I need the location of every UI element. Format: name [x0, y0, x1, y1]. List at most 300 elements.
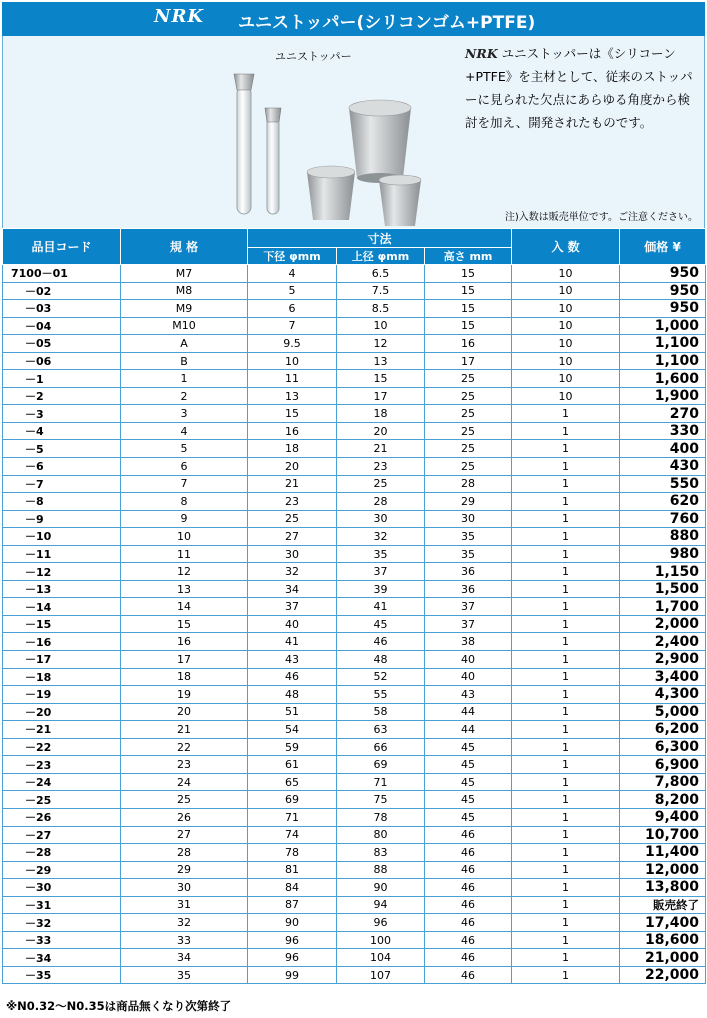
height-cell: 25: [425, 405, 512, 423]
lower-diameter-cell: 15: [248, 405, 337, 423]
spec-cell: 15: [121, 615, 248, 633]
upper-diameter-cell: 28: [337, 493, 425, 511]
price-cell: 400: [620, 440, 706, 458]
table-row: [3, 563, 706, 581]
height-cell: 25: [425, 440, 512, 458]
quantity-cell: 1: [512, 598, 620, 616]
col-header-code: 品目コード: [3, 229, 121, 265]
quantity-note: 注)入数は販売単位です。ご注意ください。: [504, 212, 698, 223]
spec-cell: 8: [121, 493, 248, 511]
code-cell: －23: [3, 756, 121, 774]
price-cell: 11,400: [620, 844, 706, 862]
spec-cell: 1: [121, 370, 248, 388]
lower-diameter-cell: 6: [248, 300, 337, 318]
upper-diameter-cell: 58: [337, 703, 425, 721]
code-cell: －34: [3, 949, 121, 967]
code-cell: －30: [3, 879, 121, 897]
title-bar: [2, 2, 705, 36]
lower-diameter-cell: 43: [248, 651, 337, 669]
quantity-cell: 1: [512, 563, 620, 581]
spec-cell: A: [121, 335, 248, 353]
page-title: ユニストッパー(シリコンゴム+PTFE): [238, 13, 536, 33]
price-cell: 1,100: [620, 352, 706, 370]
price-cell: 950: [620, 300, 706, 318]
upper-diameter-cell: 32: [337, 528, 425, 546]
quantity-cell: 1: [512, 686, 620, 704]
upper-diameter-cell: 23: [337, 458, 425, 476]
lower-diameter-cell: 61: [248, 756, 337, 774]
price-cell: 1,600: [620, 370, 706, 388]
code-cell: －24: [3, 773, 121, 791]
spec-cell: 34: [121, 949, 248, 967]
upper-diameter-cell: 100: [337, 931, 425, 949]
quantity-cell: 1: [512, 931, 620, 949]
price-cell: 8,200: [620, 791, 706, 809]
code-cell: －13: [3, 580, 121, 598]
table-row: [3, 738, 706, 756]
quantity-cell: 1: [512, 826, 620, 844]
spec-cell: 5: [121, 440, 248, 458]
quantity-cell: 1: [512, 493, 620, 511]
quantity-cell: 1: [512, 966, 620, 984]
height-cell: 25: [425, 370, 512, 388]
spec-cell: 12: [121, 563, 248, 581]
upper-diameter-cell: 96: [337, 914, 425, 932]
price-cell: 1,700: [620, 598, 706, 616]
table-row: [3, 528, 706, 546]
lower-diameter-cell: 32: [248, 563, 337, 581]
price-cell: 3,400: [620, 668, 706, 686]
table-row: [3, 352, 706, 370]
quantity-cell: 1: [512, 896, 620, 914]
table-row: [3, 861, 706, 879]
height-cell: 37: [425, 598, 512, 616]
price-cell: 販売終了: [620, 896, 706, 914]
lower-diameter-cell: 74: [248, 826, 337, 844]
lower-diameter-cell: 69: [248, 791, 337, 809]
lower-diameter-cell: 90: [248, 914, 337, 932]
height-cell: 46: [425, 931, 512, 949]
table-body: [3, 265, 706, 984]
table-row: [3, 615, 706, 633]
price-cell: 1,150: [620, 563, 706, 581]
price-cell: 880: [620, 528, 706, 546]
lower-diameter-cell: 5: [248, 282, 337, 300]
code-cell: 7100－01: [3, 265, 121, 283]
height-cell: 44: [425, 721, 512, 739]
code-cell: －20: [3, 703, 121, 721]
code-cell: －28: [3, 844, 121, 862]
table-row: [3, 335, 706, 353]
code-cell: －29: [3, 861, 121, 879]
height-cell: 40: [425, 668, 512, 686]
spec-cell: 29: [121, 861, 248, 879]
quantity-cell: 1: [512, 651, 620, 669]
upper-diameter-cell: 63: [337, 721, 425, 739]
code-cell: －32: [3, 914, 121, 932]
stopper-small: [379, 175, 421, 226]
height-cell: 38: [425, 633, 512, 651]
quantity-cell: 1: [512, 703, 620, 721]
lower-diameter-cell: 48: [248, 686, 337, 704]
upper-diameter-cell: 46: [337, 633, 425, 651]
lower-diameter-cell: 40: [248, 615, 337, 633]
height-cell: 43: [425, 686, 512, 704]
quantity-cell: 1: [512, 879, 620, 897]
table-row: [3, 914, 706, 932]
quantity-cell: 10: [512, 317, 620, 335]
height-cell: 35: [425, 545, 512, 563]
upper-diameter-cell: 90: [337, 879, 425, 897]
lower-diameter-cell: 20: [248, 458, 337, 476]
lower-diameter-cell: 11: [248, 370, 337, 388]
table-row: [3, 300, 706, 318]
lower-diameter-cell: 96: [248, 949, 337, 967]
quantity-cell: 10: [512, 352, 620, 370]
code-cell: －31: [3, 896, 121, 914]
lower-diameter-cell: 34: [248, 580, 337, 598]
price-cell: 10,700: [620, 826, 706, 844]
height-cell: 28: [425, 475, 512, 493]
quantity-cell: 1: [512, 949, 620, 967]
height-cell: 36: [425, 563, 512, 581]
upper-diameter-cell: 13: [337, 352, 425, 370]
price-cell: 550: [620, 475, 706, 493]
quantity-cell: 1: [512, 405, 620, 423]
spec-cell: 2: [121, 387, 248, 405]
spec-cell: 19: [121, 686, 248, 704]
upper-diameter-cell: 52: [337, 668, 425, 686]
price-cell: 13,800: [620, 879, 706, 897]
height-cell: 46: [425, 826, 512, 844]
spec-cell: 25: [121, 791, 248, 809]
price-cell: 950: [620, 265, 706, 283]
table-row: [3, 265, 706, 283]
spec-cell: 22: [121, 738, 248, 756]
code-cell: －25: [3, 791, 121, 809]
quantity-cell: 1: [512, 721, 620, 739]
spec-cell: M8: [121, 282, 248, 300]
lower-diameter-cell: 51: [248, 703, 337, 721]
lower-diameter-cell: 10: [248, 352, 337, 370]
quantity-cell: 1: [512, 422, 620, 440]
table-row: [3, 510, 706, 528]
col-header-quantity: 入 数: [512, 229, 620, 265]
code-cell: －6: [3, 458, 121, 476]
lower-diameter-cell: 78: [248, 844, 337, 862]
spec-cell: 30: [121, 879, 248, 897]
footnote: ※N0.32～N0.35は商品無くなり次第終了: [6, 999, 232, 1013]
table-row: [3, 545, 706, 563]
upper-diameter-cell: 35: [337, 545, 425, 563]
spec-cell: 17: [121, 651, 248, 669]
price-cell: 1,000: [620, 317, 706, 335]
photo-label: ユニストッパー: [275, 50, 352, 63]
table-row: [3, 405, 706, 423]
upper-diameter-cell: 80: [337, 826, 425, 844]
upper-diameter-cell: 66: [337, 738, 425, 756]
product-description: [465, 42, 701, 134]
price-cell: 4,300: [620, 686, 706, 704]
spec-cell: 32: [121, 914, 248, 932]
height-cell: 46: [425, 861, 512, 879]
table-row: [3, 633, 706, 651]
quantity-cell: 1: [512, 545, 620, 563]
code-cell: －35: [3, 966, 121, 984]
stopper-medium: [307, 166, 355, 220]
lower-diameter-cell: 16: [248, 422, 337, 440]
code-cell: －3: [3, 405, 121, 423]
table-row: [3, 896, 706, 914]
price-cell: 7,800: [620, 773, 706, 791]
table-row: [3, 422, 706, 440]
price-cell: 1,500: [620, 580, 706, 598]
col-header-price: 価格 ¥: [620, 229, 706, 265]
spec-cell: 28: [121, 844, 248, 862]
table-row: [3, 879, 706, 897]
upper-diameter-cell: 88: [337, 861, 425, 879]
spec-cell: 31: [121, 896, 248, 914]
code-cell: －7: [3, 475, 121, 493]
height-cell: 40: [425, 651, 512, 669]
code-cell: －15: [3, 615, 121, 633]
height-cell: 29: [425, 493, 512, 511]
spec-cell: 33: [121, 931, 248, 949]
quantity-cell: 1: [512, 510, 620, 528]
table-row: [3, 668, 706, 686]
price-cell: 1,100: [620, 335, 706, 353]
col-header-dimensions: 寸法: [248, 229, 512, 248]
code-cell: －12: [3, 563, 121, 581]
spec-cell: 3: [121, 405, 248, 423]
price-cell: 2,000: [620, 615, 706, 633]
table-row: [3, 721, 706, 739]
height-cell: 25: [425, 458, 512, 476]
brand-logo: NRK: [154, 6, 205, 27]
height-cell: 17: [425, 352, 512, 370]
lower-diameter-cell: 27: [248, 528, 337, 546]
price-cell: 5,000: [620, 703, 706, 721]
code-cell: －33: [3, 931, 121, 949]
price-cell: 2,900: [620, 651, 706, 669]
code-cell: －26: [3, 808, 121, 826]
upper-diameter-cell: 45: [337, 615, 425, 633]
lower-diameter-cell: 30: [248, 545, 337, 563]
height-cell: 35: [425, 528, 512, 546]
quantity-cell: 1: [512, 773, 620, 791]
upper-diameter-cell: 18: [337, 405, 425, 423]
height-cell: 15: [425, 282, 512, 300]
lower-diameter-cell: 99: [248, 966, 337, 984]
spec-cell: 13: [121, 580, 248, 598]
upper-diameter-cell: 15: [337, 370, 425, 388]
product-photo: [203, 60, 443, 226]
lower-diameter-cell: 37: [248, 598, 337, 616]
spec-cell: M7: [121, 265, 248, 283]
quantity-cell: 1: [512, 756, 620, 774]
price-cell: 330: [620, 422, 706, 440]
price-cell: 21,000: [620, 949, 706, 967]
price-cell: 760: [620, 510, 706, 528]
height-cell: 46: [425, 966, 512, 984]
spec-cell: 10: [121, 528, 248, 546]
lower-diameter-cell: 23: [248, 493, 337, 511]
quantity-cell: 10: [512, 335, 620, 353]
upper-diameter-cell: 41: [337, 598, 425, 616]
table-row: [3, 580, 706, 598]
height-cell: 15: [425, 300, 512, 318]
lower-diameter-cell: 96: [248, 931, 337, 949]
upper-diameter-cell: 30: [337, 510, 425, 528]
upper-diameter-cell: 8.5: [337, 300, 425, 318]
price-cell: 980: [620, 545, 706, 563]
height-cell: 37: [425, 615, 512, 633]
height-cell: 45: [425, 773, 512, 791]
code-cell: －02: [3, 282, 121, 300]
height-cell: 25: [425, 387, 512, 405]
spec-cell: 18: [121, 668, 248, 686]
test-tube-small: [265, 108, 281, 214]
quantity-cell: 1: [512, 633, 620, 651]
quantity-cell: 1: [512, 475, 620, 493]
spec-cell: 26: [121, 808, 248, 826]
price-cell: 950: [620, 282, 706, 300]
col-header-spec: 規 格: [121, 229, 248, 265]
quantity-cell: 1: [512, 440, 620, 458]
upper-diameter-cell: 17: [337, 387, 425, 405]
height-cell: 30: [425, 510, 512, 528]
code-cell: －27: [3, 826, 121, 844]
quantity-cell: 1: [512, 861, 620, 879]
spec-cell: 9: [121, 510, 248, 528]
quantity-cell: 1: [512, 808, 620, 826]
table-row: [3, 808, 706, 826]
lower-diameter-cell: 54: [248, 721, 337, 739]
spec-cell: 4: [121, 422, 248, 440]
table-row: [3, 458, 706, 476]
code-cell: －22: [3, 738, 121, 756]
lower-diameter-cell: 87: [248, 896, 337, 914]
price-cell: 18,600: [620, 931, 706, 949]
table-row: [3, 791, 706, 809]
price-cell: 620: [620, 493, 706, 511]
height-cell: 44: [425, 703, 512, 721]
upper-diameter-cell: 7.5: [337, 282, 425, 300]
table-row: [3, 370, 706, 388]
spec-cell: 23: [121, 756, 248, 774]
code-cell: －10: [3, 528, 121, 546]
spec-cell: B: [121, 352, 248, 370]
spec-cell: 14: [121, 598, 248, 616]
height-cell: 46: [425, 914, 512, 932]
height-cell: 46: [425, 879, 512, 897]
table-row: [3, 440, 706, 458]
upper-diameter-cell: 71: [337, 773, 425, 791]
spec-cell: 20: [121, 703, 248, 721]
code-cell: －21: [3, 721, 121, 739]
price-cell: 17,400: [620, 914, 706, 932]
table-row: [3, 598, 706, 616]
height-cell: 46: [425, 844, 512, 862]
col-header-lower-diameter: 下径 φmm: [248, 248, 337, 265]
upper-diameter-cell: 20: [337, 422, 425, 440]
table-row: [3, 475, 706, 493]
price-cell: 9,400: [620, 808, 706, 826]
code-cell: －04: [3, 317, 121, 335]
quantity-cell: 10: [512, 300, 620, 318]
lower-diameter-cell: 4: [248, 265, 337, 283]
upper-diameter-cell: 94: [337, 896, 425, 914]
upper-diameter-cell: 83: [337, 844, 425, 862]
quantity-cell: 1: [512, 738, 620, 756]
quantity-cell: 1: [512, 844, 620, 862]
description-text: ユニストッパーは《シリコーン+PTFE》を主材として、従来のストッパーに見られた欠点にあらゆる角度から検討を加え、開発されたものです。: [465, 46, 693, 130]
height-cell: 45: [425, 808, 512, 826]
table-row: [3, 493, 706, 511]
height-cell: 16: [425, 335, 512, 353]
lower-diameter-cell: 7: [248, 317, 337, 335]
code-cell: －2: [3, 387, 121, 405]
lower-diameter-cell: 41: [248, 633, 337, 651]
height-cell: 46: [425, 896, 512, 914]
spec-cell: 6: [121, 458, 248, 476]
price-cell: 6,300: [620, 738, 706, 756]
spec-cell: 16: [121, 633, 248, 651]
code-cell: －14: [3, 598, 121, 616]
price-cell: 22,000: [620, 966, 706, 984]
lower-diameter-cell: 13: [248, 387, 337, 405]
stopper-large: [349, 100, 411, 183]
quantity-cell: 1: [512, 458, 620, 476]
code-cell: －9: [3, 510, 121, 528]
upper-diameter-cell: 107: [337, 966, 425, 984]
quantity-cell: 10: [512, 265, 620, 283]
table-row: [3, 317, 706, 335]
code-cell: －4: [3, 422, 121, 440]
upper-diameter-cell: 55: [337, 686, 425, 704]
upper-diameter-cell: 75: [337, 791, 425, 809]
code-cell: －11: [3, 545, 121, 563]
height-cell: 46: [425, 949, 512, 967]
lower-diameter-cell: 46: [248, 668, 337, 686]
code-cell: －1: [3, 370, 121, 388]
quantity-cell: 10: [512, 282, 620, 300]
quantity-cell: 1: [512, 615, 620, 633]
price-cell: 12,000: [620, 861, 706, 879]
lower-diameter-cell: 84: [248, 879, 337, 897]
table-row: [3, 703, 706, 721]
lower-diameter-cell: 65: [248, 773, 337, 791]
upper-diameter-cell: 69: [337, 756, 425, 774]
price-cell: 430: [620, 458, 706, 476]
table-row: [3, 686, 706, 704]
table-row: [3, 949, 706, 967]
height-cell: 45: [425, 756, 512, 774]
lower-diameter-cell: 81: [248, 861, 337, 879]
upper-diameter-cell: 48: [337, 651, 425, 669]
spec-table: [2, 228, 706, 984]
code-cell: －8: [3, 493, 121, 511]
lower-diameter-cell: 21: [248, 475, 337, 493]
quantity-cell: 1: [512, 914, 620, 932]
table-row: [3, 756, 706, 774]
table-row: [3, 931, 706, 949]
price-cell: 6,900: [620, 756, 706, 774]
height-cell: 15: [425, 265, 512, 283]
table-row: [3, 826, 706, 844]
col-header-upper-diameter: 上径 φmm: [337, 248, 425, 265]
price-cell: 1,900: [620, 387, 706, 405]
